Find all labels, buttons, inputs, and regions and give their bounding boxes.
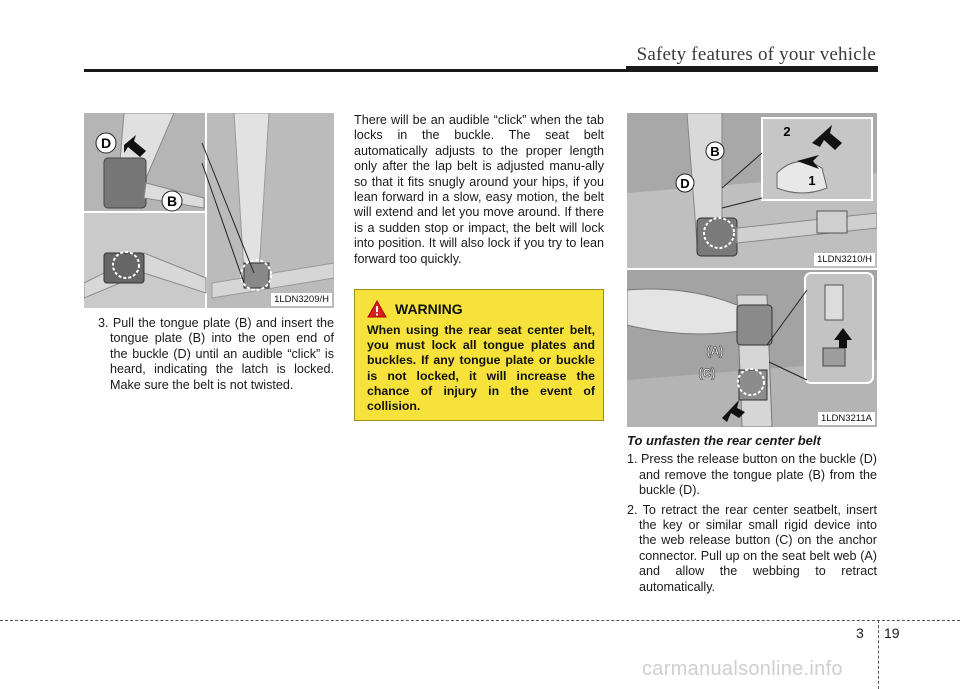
label-d: D: [100, 135, 112, 151]
warning-title: WARNING: [395, 301, 463, 317]
figure-left-illustration: [84, 113, 334, 308]
warning-header: [367, 300, 463, 318]
warning-triangle-icon: [367, 300, 387, 318]
right-column: [627, 433, 877, 595]
figure-top-right-illustration: [627, 113, 877, 268]
step-3-text: 3. Pull the tongue plate (B) and insert the tongue plate (B) into the open end of the buckle (D) until an audible “click” is heard, indicating the latch is locked. Make sure the belt is not twisted.: [98, 316, 334, 392]
belt-locking-paragraph: There will be an audible “click” when the tab locks in the buckle. The seat belt automatically adjusts to the proper length only after the lap belt is adjusted manu-ally so that it fits snugly around your hips, if you lean forward in a slow, easy motion, the belt will extend and let you move around. If there is a sudden stop or impact, the belt will lock into position. It will also lock if you try to lean forward too quickly.: [354, 113, 604, 266]
step-1-text: 1. Press the release button on the buckle (D) and remove the tongue plate (B) from the buckle (D).: [627, 452, 877, 498]
figure-bottom-right: [627, 270, 877, 427]
label-c: (C): [698, 366, 716, 380]
figure-left: [84, 113, 334, 308]
label-b: B: [710, 144, 720, 159]
page-number: 19: [884, 625, 900, 641]
figure-code: 1LDN3209/H: [271, 293, 332, 306]
label-b: B: [166, 193, 178, 209]
footer-rule: [0, 620, 960, 621]
figure-code: 1LDN3211A: [818, 412, 875, 425]
left-column: [98, 316, 334, 393]
chapter-number: 3: [856, 625, 864, 641]
warning-box: [354, 289, 604, 421]
label-step-2: 2: [783, 124, 791, 139]
page-header-title: Safety features of your vehicle: [636, 44, 876, 65]
step-2-text: 2. To retract the rear center seatbelt, insert the key or similar small rigid device into the web release button (C) on the anchor connector. Pull up on the seat belt web (A) and allow the webbing to retract automatically.: [627, 502, 877, 594]
middle-column: [354, 113, 604, 267]
footer-divider: [878, 620, 879, 689]
figure-top-right: [627, 113, 877, 268]
section-subheading: To unfasten the rear center belt: [627, 433, 821, 448]
watermark-site[interactable]: carmanualsonline.info: [642, 658, 843, 680]
label-d: D: [680, 176, 690, 191]
header-rule-tab: [626, 66, 878, 72]
label-step-1: 1: [808, 173, 816, 188]
figure-bottom-right-illustration: [627, 270, 877, 427]
label-a: (A): [706, 344, 724, 358]
warning-text: When using the rear seat center belt, you must lock all tongue plates and buckles. If any tongue plate or buckle is not locked, it will increase the chance of injury in the event of collision.: [367, 323, 595, 414]
figure-code: 1LDN3210/H: [814, 253, 875, 266]
